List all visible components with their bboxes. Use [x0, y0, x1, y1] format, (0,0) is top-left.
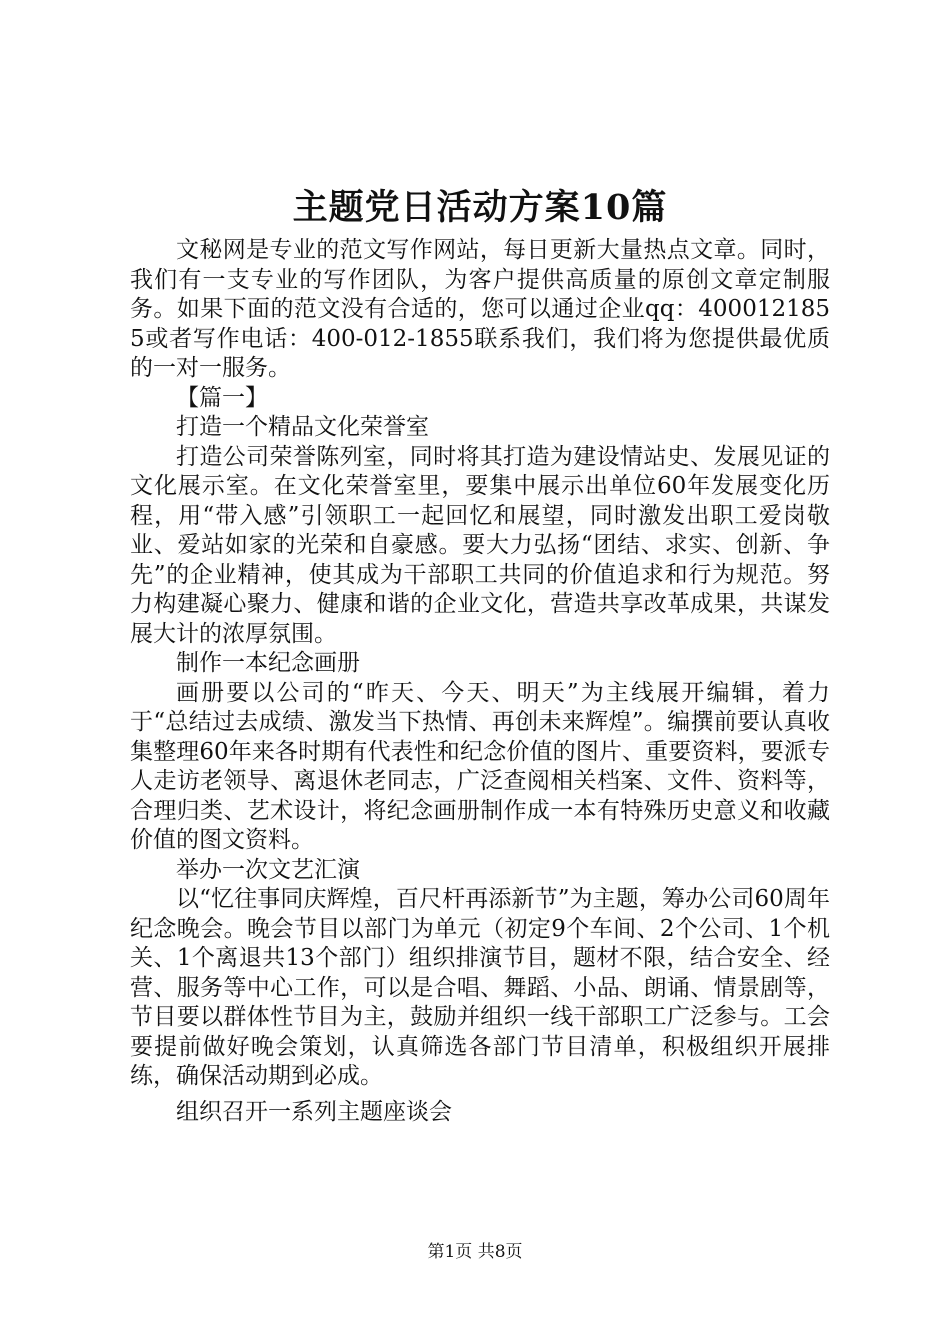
section-heading-3: 举办一次文艺汇演 [176, 856, 360, 883]
document-title: 主题党日活动方案10篇 [292, 187, 668, 228]
section-body-1: 打造公司荣誉陈列室，同时将其打造为建设情站史、发展见证的文化展示室。在文化荣誉室里，要集中展示出单位60年发展变化历程，用“带入感”引领职工一起回忆和展望，同时激发出职工爱岗敬业、爱站如家的光荣和自豪感。要大力弘扬“团结、求实、创新、争先”的企业精神，使其成为干部职工共同的价值追求和行为规范。努力构建凝心聚力、健康和谐的企业文化，营造共享改革成果，共谋发展大计的浓厚氛围。 [130, 443, 830, 647]
section-body-3: 以“忆往事同庆辉煌，百尺杆再添新节”为主题，筹办公司60周年纪念晚会。晚会节目以部门为单元（初定9个车间、2个公司、1个机关、1个离退共13个部门）组织排演节目，题材不限，结合安全、经营、服务等中心工作，可以是合唱、舞蹈、小品、朗诵、情景剧等，节目要以群体性节目为主，鼓励并组织一线干部职工广泛参与。工会要提前做好晚会策划，认真筛选各部门节目清单，积极组织开展排练，确保活动期到必成。 [130, 886, 830, 1089]
section-heading-1: 打造一个精品文化荣誉室 [176, 414, 429, 440]
section-heading-2: 制作一本纪念画册 [176, 650, 360, 676]
intro-paragraph: 文秘网是专业的范文写作网站，每日更新大量热点文章。同时，我们有一支专业的写作团队，为客户提供高质量的原创文章定制服务。如果下面的范文没有合适的，您可以通过企业qq：4000121855或者写作电话：400-012-1855联系我们，我们将为您提供最优质的一对一服务。 [130, 237, 830, 381]
section-label: 【篇一】 [176, 384, 268, 411]
document-page [130, 180, 830, 1127]
page-footer: 第1页 共8页 [427, 1242, 523, 1262]
section-heading-4: 组织召开一系列主题座谈会 [176, 1098, 452, 1125]
section-body-2: 画册要以公司的“昨天、今天、明天”为主线展开编辑，着力于“总结过去成绩、激发当下热情、再创未来辉煌”。编撰前要认真收集整理60年来各时期有代表性和纪念价值的图片、重要资料，要派专人走访老领导、离退休老同志，广泛查阅相关档案、文件、资料等，合理归类、艺术设计，将纪念画册制作成一本有特殊历史意义和收藏价值的图文资料。 [130, 679, 830, 853]
